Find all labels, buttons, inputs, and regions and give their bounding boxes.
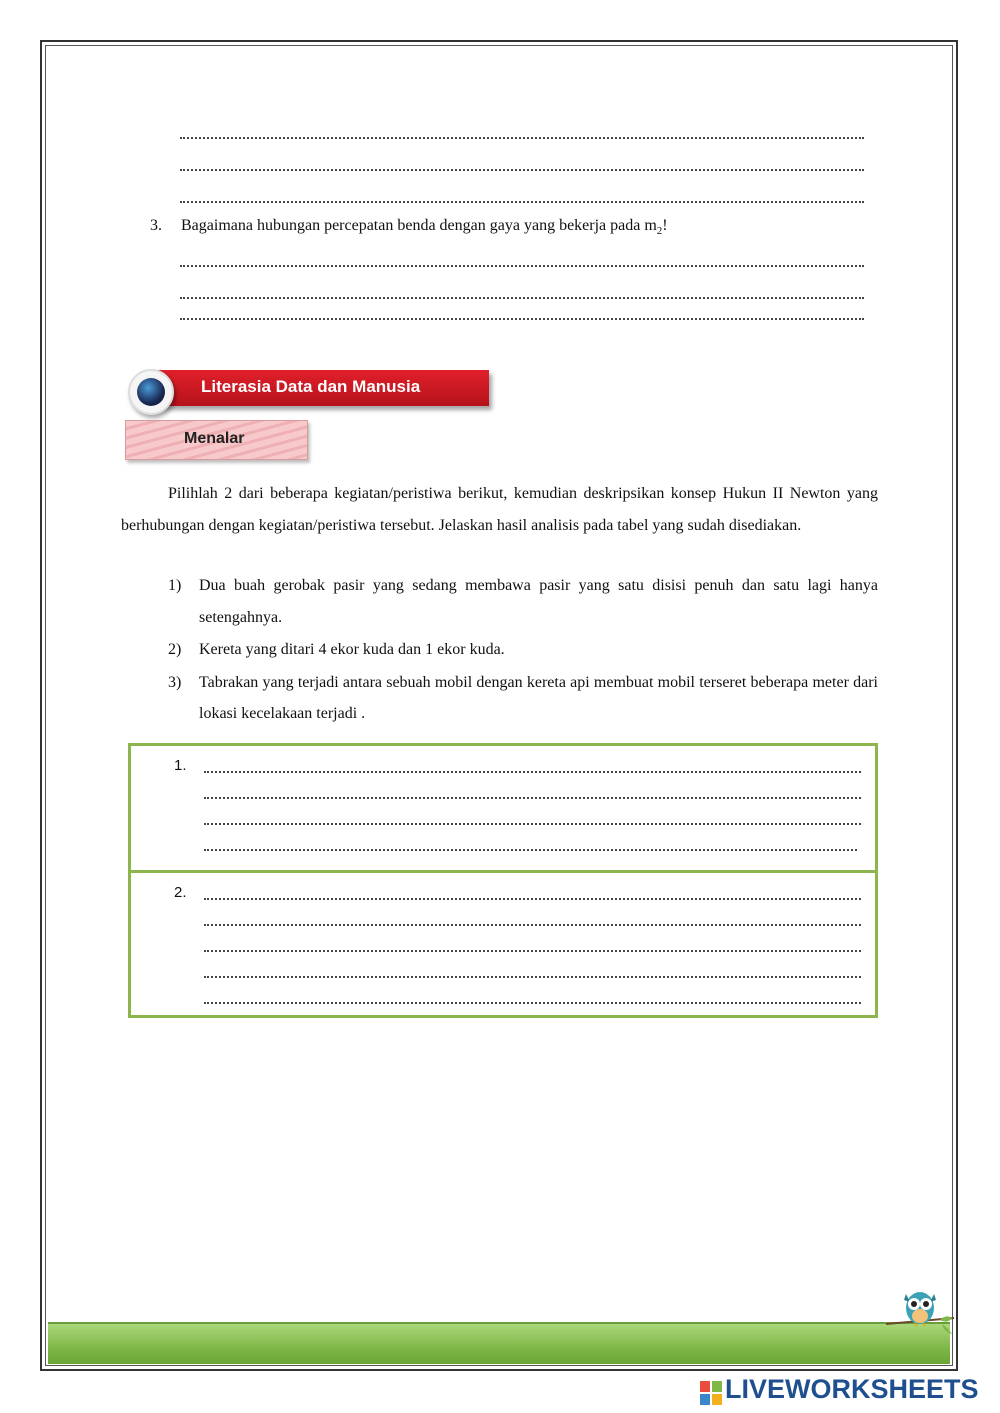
globe-icon	[128, 369, 174, 415]
list-item	[168, 667, 878, 730]
answer-line[interactable]	[180, 306, 864, 320]
answer-cell-1-label: 1.	[174, 757, 187, 774]
liveworksheets-logo-icon	[700, 1381, 722, 1405]
banner-title: Literasia Data dan Manusia	[201, 377, 421, 396]
answer-line[interactable]	[180, 253, 864, 267]
answer-line[interactable]	[180, 125, 864, 139]
list-item	[168, 634, 878, 666]
subheading-tag	[125, 420, 308, 460]
answer-line[interactable]	[204, 837, 857, 851]
answer-line[interactable]	[204, 912, 861, 926]
answer-line[interactable]	[204, 811, 861, 825]
list-item-text: Dua buah gerobak pasir yang sedang membawa pasir yang satu disisi penuh dan satu lagi hanya setengahnya.	[199, 577, 878, 626]
question-3-number: 3.	[150, 217, 162, 234]
list-item-text: Tabrakan yang terjadi antara sebuah mobil dengan kereta api membuat mobil terseret beberapa meter dari lokasi kecelakaan terjadi .	[199, 673, 878, 722]
answer-line[interactable]	[204, 759, 861, 773]
answer-line[interactable]	[180, 285, 864, 299]
list-item-number: 2)	[168, 641, 182, 658]
answer-line[interactable]	[204, 964, 861, 978]
answer-line[interactable]	[204, 990, 861, 1004]
question-3-text-end: !	[662, 217, 668, 234]
question-3-subscript: 2	[656, 225, 663, 238]
instruction-paragraph: Pilihlah 2 dari beberapa kegiatan/peristiwa berikut, kemudian deskripsikan konsep Hukun II Newton yang berhubungan dengan kegiatan/peristiwa tersebut. Jelaskan hasil analisis pada tabel yang sudah disediakan.	[121, 485, 878, 534]
section-banner	[125, 368, 491, 410]
question-3-text: Bagaimana hubungan percepatan benda dengan gaya yang bekerja pada m	[181, 217, 657, 234]
event-list	[168, 570, 878, 731]
answer-line[interactable]	[204, 886, 861, 900]
question-3	[150, 215, 668, 242]
answer-line[interactable]	[180, 189, 864, 203]
answer-line[interactable]	[204, 938, 861, 952]
subheading-label: Menalar	[184, 430, 245, 447]
footer-bar	[48, 1322, 950, 1364]
list-item	[168, 570, 878, 633]
answer-line[interactable]	[204, 785, 861, 799]
answer-cell-2-label: 2.	[174, 884, 187, 901]
list-item-text: Kereta yang ditari 4 ekor kuda dan 1 ekor kuda.	[199, 641, 505, 658]
brand-name[interactable]: LIVEWORKSHEETS	[725, 1374, 979, 1404]
answer-line[interactable]	[180, 157, 864, 171]
list-item-number: 1)	[168, 577, 182, 594]
owl-icon	[882, 1284, 958, 1344]
list-item-number: 3)	[168, 673, 182, 691]
